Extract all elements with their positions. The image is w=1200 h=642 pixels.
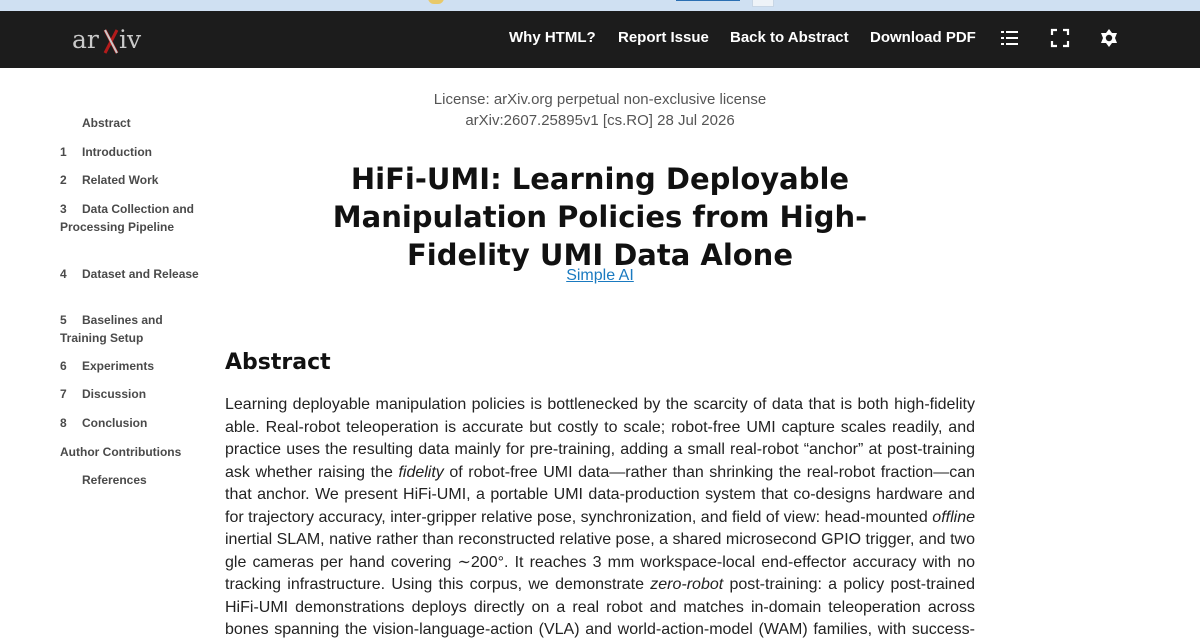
abstract-line: HiFi-UMI demonstrations deploys directly on a real robot and matches in-domain teleoperation across — [225, 598, 975, 616]
theme-toggle-icon[interactable] — [1098, 27, 1120, 49]
toc-item-discussion[interactable]: 7 Discussion — [60, 387, 147, 401]
arxiv-identifier: arXiv:2607.25895v1 [cs.RO] 28 Jul 2026 — [465, 112, 735, 129]
svg-text:ar: ar — [72, 25, 99, 54]
toc-item-references[interactable]: References — [82, 473, 147, 487]
paper-title: HiFi-UMI: Learning Deployable Manipulation Policies from High-Fidelity UMI Data Alone — [332, 162, 868, 272]
abstract-line: that anchor. We present HiFi-UMI, a portable UMI data-production system that co-designs hardware and — [225, 486, 975, 503]
banner-link[interactable] — [676, 0, 740, 1]
browser-banner — [0, 0, 1200, 11]
toc-list-icon[interactable] — [999, 27, 1021, 49]
arxiv-logo[interactable] — [72, 23, 144, 55]
abstract-line: able. Real-robot teleoperation is accurate but costly to scale; robot-free UMI capture scales readily, and — [225, 418, 975, 436]
top-navbar — [0, 11, 1200, 68]
author-link[interactable]: Simple AI — [566, 267, 634, 284]
nav-back-to-abstract[interactable]: Back to Abstract — [730, 29, 849, 46]
nav-report-issue[interactable]: Report Issue — [618, 29, 709, 46]
license-line: License: arXiv.org perpetual non-exclusive license — [433, 91, 767, 108]
toc-item-abstract[interactable]: Abstract — [82, 116, 131, 130]
abstract-heading: Abstract — [225, 350, 331, 375]
toc-item-experiments[interactable]: 6 Experiments — [60, 359, 155, 373]
abstract-line: practice uses the resulting data mainly for pre-training, adding a small real-robot “anchor” at post-training — [225, 441, 975, 458]
banner-emoji-icon — [428, 0, 444, 4]
abstract-line: gle cameras per hand covering ∼200°. It reaches 3 mm workspace-local end-effector accuracy with no — [225, 553, 975, 571]
toc-item-dataset-release[interactable]: 4 Dataset and Release — [60, 267, 199, 281]
arxiv-logo-icon — [72, 23, 144, 55]
svg-text:iv: iv — [119, 25, 142, 54]
nav-download-pdf[interactable]: Download PDF — [870, 29, 976, 46]
abstract-line: for trajectory accuracy, inter-gripper relative pose, synchronization, and field of view: head-mounted offline — [225, 508, 975, 526]
abstract-line: inertial SLAM, native rather than reconstructed relative pose, a shared microsecond GPIO trigger, and two — [225, 531, 975, 548]
abstract-body — [225, 394, 975, 642]
toc-item-conclusion[interactable]: 8 Conclusion — [60, 416, 148, 430]
toc-item-author-contributions[interactable]: Author Contributions — [60, 445, 182, 459]
toc-item-introduction[interactable]: 1 Introduction — [60, 145, 152, 159]
nav-why-html[interactable]: Why HTML? — [509, 29, 596, 46]
abstract-line: ask whether raising the fidelity of robot-free UMI data—rather than shrinking the real-robot fraction—can — [225, 463, 975, 481]
toc-item-related-work[interactable]: 2 Related Work — [60, 173, 159, 187]
abstract-line: tracking infrastructure. Using this corpus, we demonstrate zero-robot post-training: a policy post-trained — [225, 576, 975, 593]
abstract-line: bones spanning the vision-language-action (VLA) and world-action-model (WAM) families, with success- — [225, 621, 975, 638]
fullscreen-icon[interactable] — [1049, 27, 1071, 49]
banner-close-button[interactable] — [752, 0, 774, 7]
toc-item-baselines[interactable]: 5 Baselines and Training Setup — [60, 313, 163, 345]
toc-item-data-collection[interactable]: 3 Data Collection and Processing Pipeline — [60, 202, 195, 234]
abstract-line: Learning deployable manipulation policies is bottlenecked by the scarcity of data that is both high-fidelity — [225, 396, 975, 413]
